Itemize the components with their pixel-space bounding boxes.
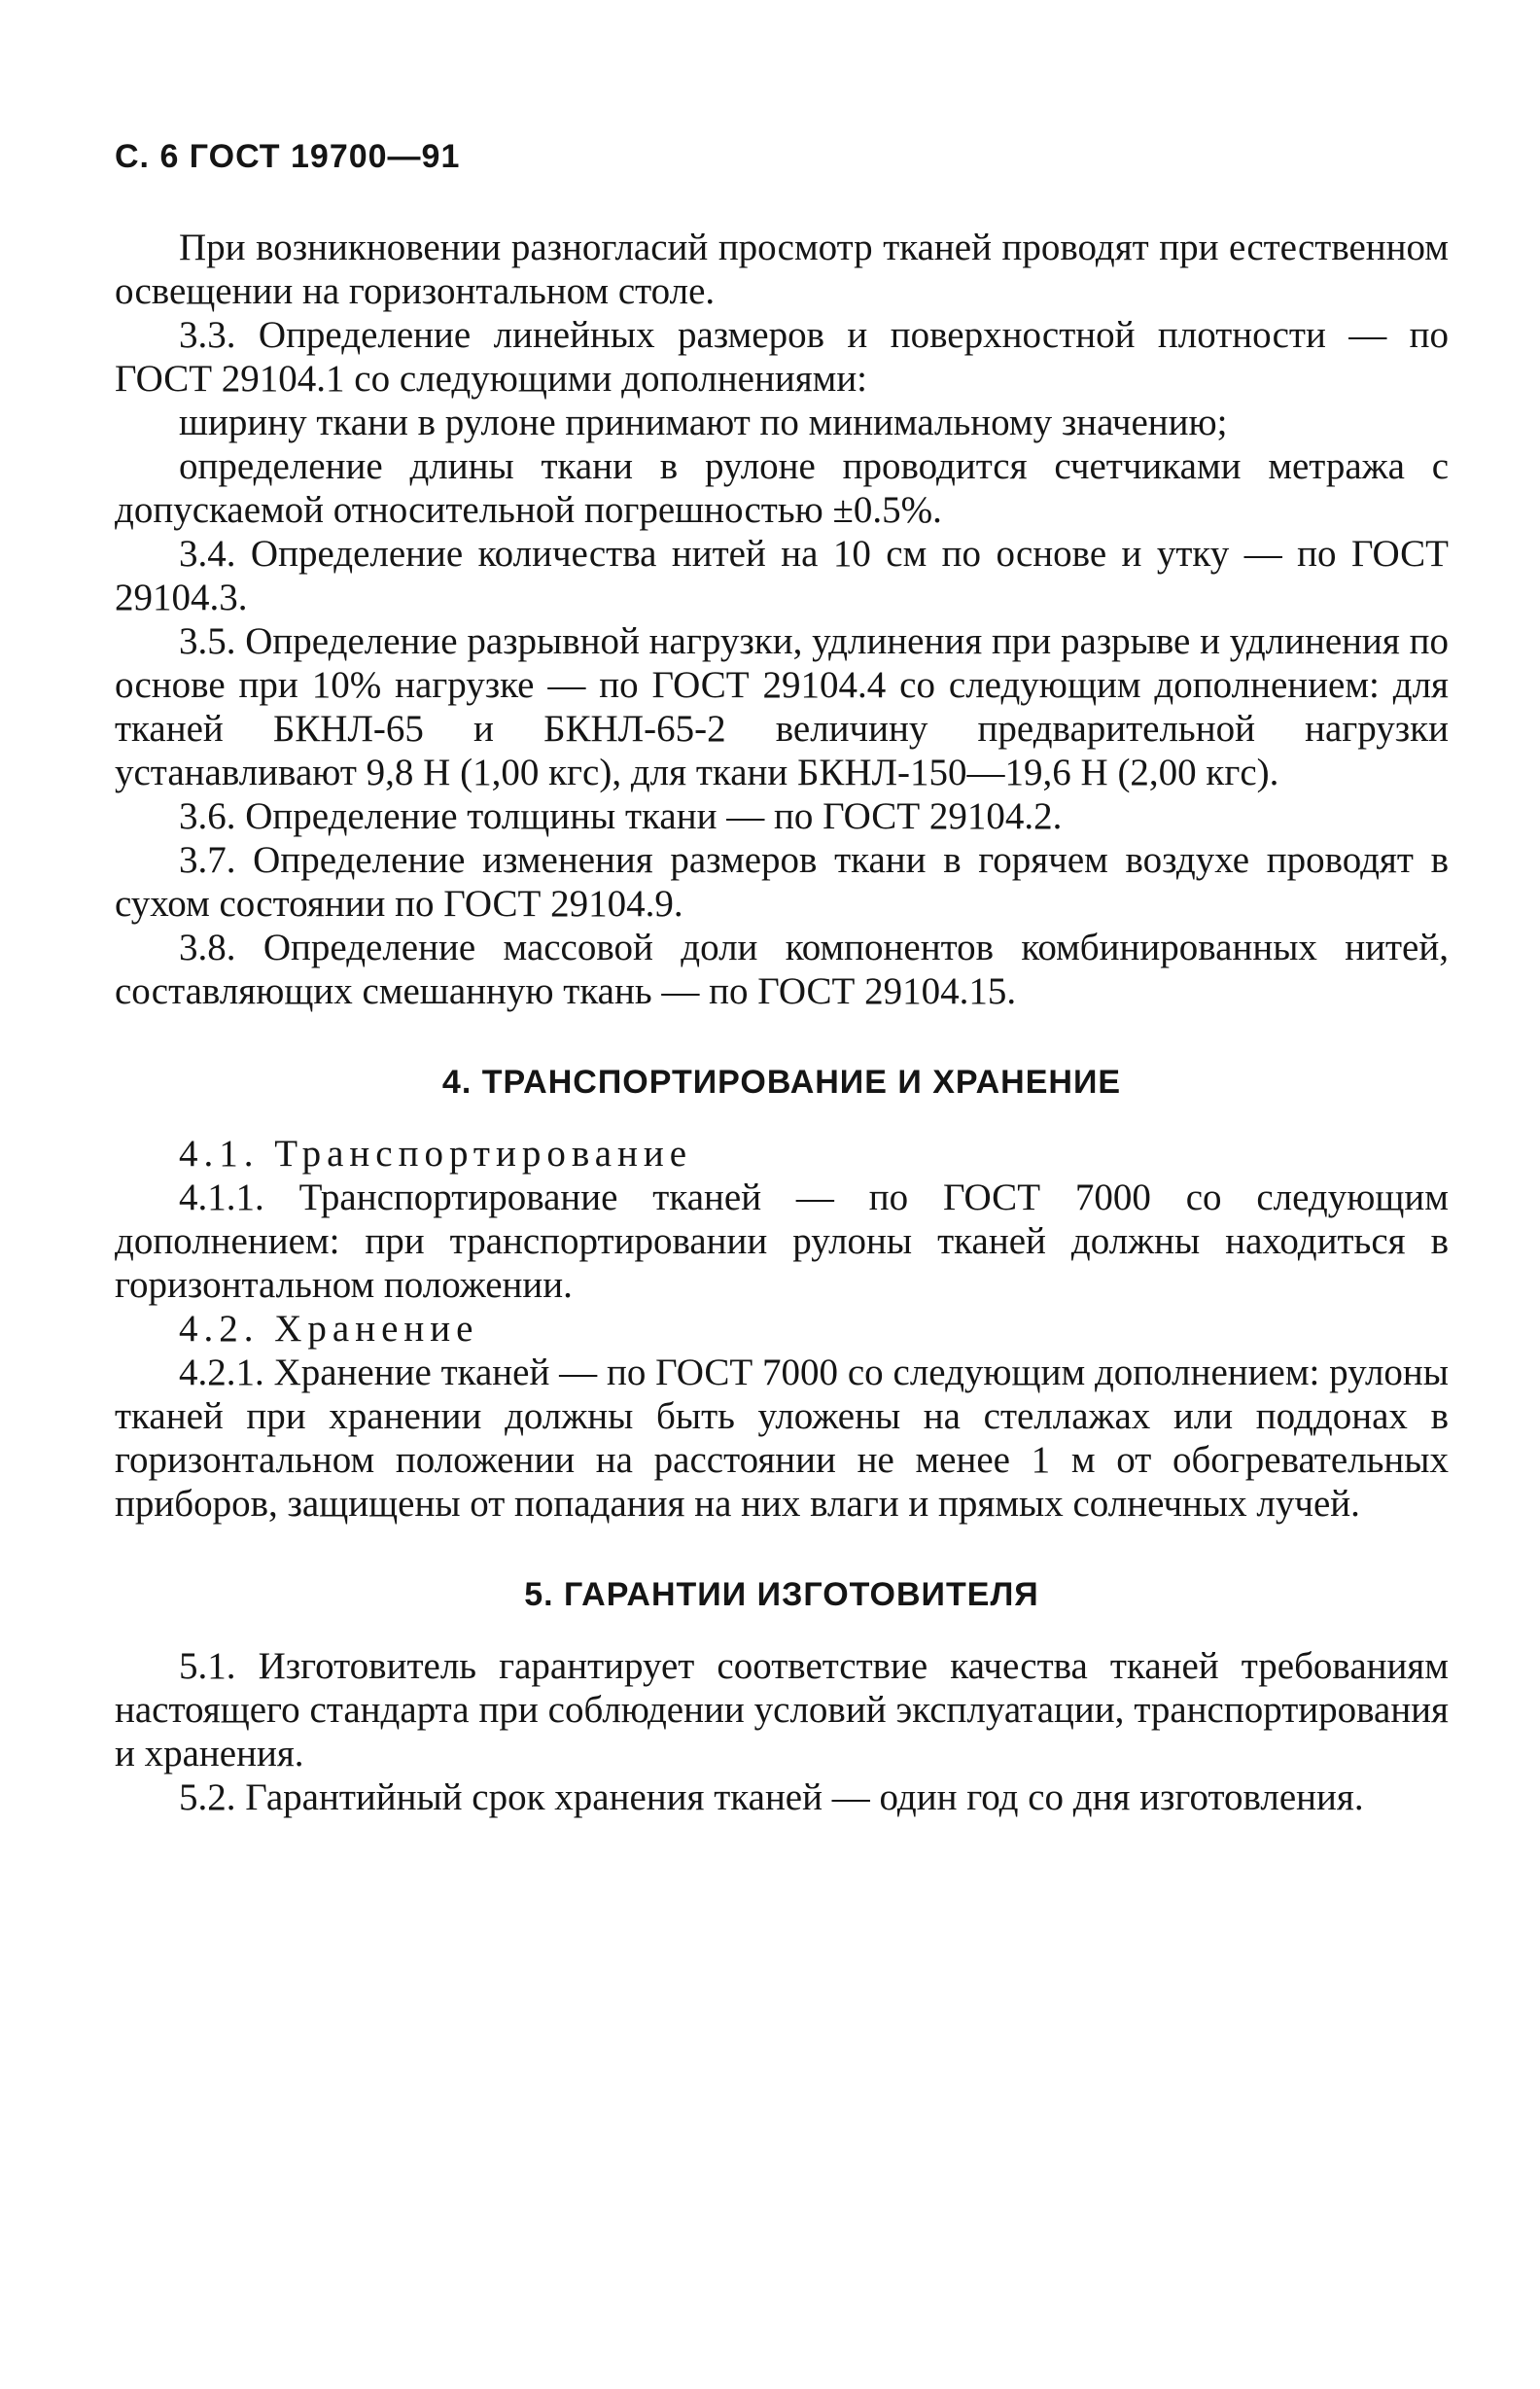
paragraph-width: ширину ткани в рулоне принимают по минимальному значению; xyxy=(179,402,1228,443)
section-3-continued xyxy=(115,226,1449,1013)
paragraph-4-2-1: 4.2.1. Хранение тканей — по ГОСТ 7000 со следующим дополнением: рулоны тканей при хранении должны быть уложены на стеллажах или поддонах в горизонтальном положении на расстоянии не менее 1 м от обогревательных приборов, защищены от попадания на них влаги и прямых солнечных лучей. xyxy=(115,1352,1449,1525)
section-4-heading: 4. ТРАНСПОРТИРОВАНИЕ И ХРАНЕНИЕ xyxy=(441,1064,1122,1101)
paragraph-3-6: 3.6. Определение толщины ткани — по ГОСТ 29104.2. xyxy=(179,795,1063,837)
paragraph-3-8: 3.8. Определение массовой доли компонентов комбинированных нитей, составляющих смешанную ткань — по ГОСТ 29104.15. xyxy=(115,927,1449,1012)
paragraph-5-2: 5.2. Гарантийный срок хранения тканей — один год со дня изготовления. xyxy=(179,1776,1364,1818)
paragraph-5-1: 5.1. Изготовитель гарантирует соответствие качества тканей требованиям настоящего стандарта при соблюдении условий эксплуатации, транспортирования и хранения. xyxy=(115,1645,1449,1774)
paragraph-3-3: 3.3. Определение линейных размеров и поверхностной плотности — по ГОСТ 29104.1 со следующими дополнениями: xyxy=(115,314,1449,400)
subsection-4-1-title: 4.1. Транспортирование xyxy=(179,1133,693,1175)
paragraph-disagreements: При возникновении разногласий просмотр тканей проводят при естественном освещении на горизонтальном столе. xyxy=(115,227,1449,312)
section-5 xyxy=(115,1568,1449,1819)
section-5-heading: 5. ГАРАНТИИ ИЗГОТОВИТЕЛЯ xyxy=(524,1576,1039,1613)
paragraph-4-1-1: 4.1.1. Транспортирование тканей — по ГОСТ 7000 со следующим дополнением: при транспортировании рулоны тканей должны находиться в горизонтальном положении. xyxy=(115,1177,1449,1306)
paragraph-3-7: 3.7. Определение изменения размеров ткани в горячем воздухе проводят в сухом состоянии по ГОСТ 29104.9. xyxy=(115,839,1449,925)
section-4 xyxy=(115,1056,1449,1526)
subsection-4-2-title: 4.2. Хранение xyxy=(179,1308,479,1350)
page-header: С. 6 ГОСТ 19700—91 xyxy=(115,138,461,175)
paragraph-3-4: 3.4. Определение количества нитей на 10 см по основе и утку — по ГОСТ 29104.3. xyxy=(115,533,1449,618)
paragraph-3-5: 3.5. Определение разрывной нагрузки, удлинения при разрыве и удлинения по основе при 10% нагрузке — по ГОСТ 29104.4 со следующим дополнением: для тканей БКНЛ-65 и БКНЛ-65-2 величину предварительной нагрузки устанавливают 9,8 Н (1,00 кгс), для ткани БКНЛ-150—19,6 Н (2,00 кгс). xyxy=(115,620,1449,793)
document-page xyxy=(115,126,1449,1819)
paragraph-length: определение длины ткани в рулоне проводится счетчиками метража с допускаемой относительной погрешностью ±0.5%. xyxy=(115,445,1449,531)
